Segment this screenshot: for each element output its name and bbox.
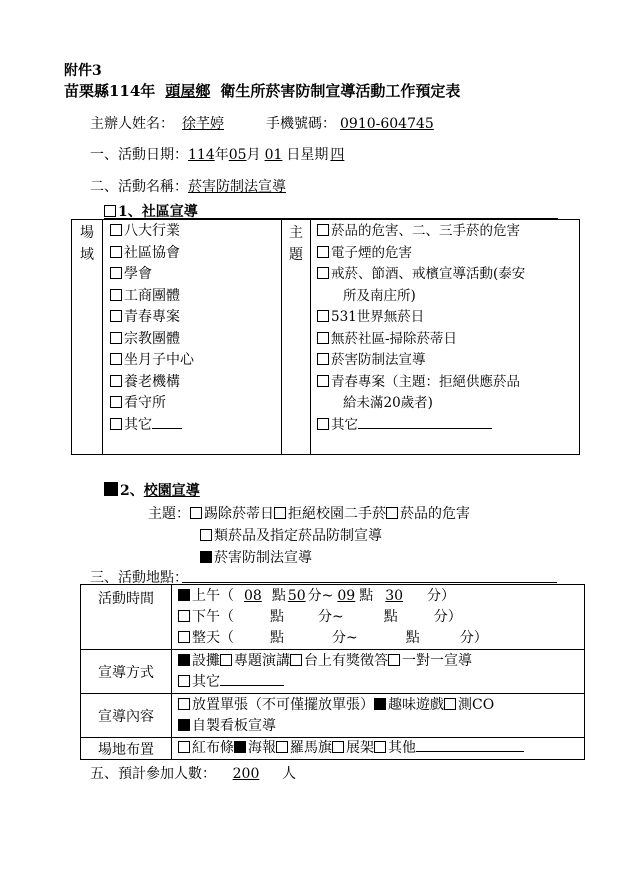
field-label-cell (72, 220, 103, 455)
layout-flag-checkbox[interactable] (276, 741, 288, 753)
topic-label-cell (282, 220, 311, 455)
attendees-label: 五、預計參加人數： (90, 766, 216, 782)
am-end-minute: 30 (385, 588, 404, 604)
field-label-1: 場 (80, 225, 94, 241)
theme-opt1-checkbox[interactable] (190, 507, 202, 519)
am-checkbox[interactable] (178, 589, 190, 601)
method-other-checkbox[interactable] (178, 675, 190, 687)
topic-item[interactable]: 戒菸、節酒、戒檳宣導活動(泰安 (317, 264, 579, 286)
details-table (80, 584, 585, 760)
topic-item[interactable]: 電子煙的危害 (317, 243, 579, 265)
content-co-checkbox[interactable] (444, 698, 456, 710)
location-underline[interactable] (182, 582, 557, 583)
title-township: 頭屋鄉 (165, 82, 211, 100)
section2-themes-line1 (148, 503, 470, 523)
section2-theme-label: 主題： (148, 506, 190, 522)
venue-list (103, 220, 282, 455)
venue-item[interactable]: 學會 (110, 264, 281, 286)
page-title (64, 80, 460, 101)
method-options: 設攤 專題演講 台上有獎徵答 一對一宣導 其它 (172, 650, 585, 694)
method-label-cell: 宣導方式 (81, 650, 172, 694)
section2-title-num: 2、 (120, 483, 144, 499)
title-prefix: 苗栗縣114年 (64, 82, 156, 100)
organizer-line (90, 113, 450, 133)
method-booth-checkbox[interactable] (178, 654, 190, 666)
content-game-checkbox[interactable] (374, 698, 386, 710)
topic-item[interactable]: 菸害防制法宣導 (317, 350, 579, 372)
topic-item-continued: 所及南庄所) (343, 287, 416, 304)
theme-opt5-checkbox[interactable] (200, 551, 212, 563)
topic-list (311, 220, 580, 455)
theme-opt3-checkbox[interactable] (386, 507, 398, 519)
theme-opt5: 菸害防制法宣導 (214, 550, 312, 566)
attendees-unit: 人 (282, 766, 296, 782)
pm-checkbox[interactable] (178, 610, 190, 622)
topic-item[interactable]: 無菸社區-掃除菸蒂日 (317, 329, 579, 351)
activity-name-value: 菸害防制法宣導 (188, 179, 286, 195)
section2-title-text: 校園宣導 (143, 483, 200, 499)
time-label-cell: 活動時間 (81, 585, 172, 650)
time-options (172, 585, 585, 650)
topic-item[interactable]: 531世界無菸日 (317, 307, 579, 329)
layout-options: 紅布條 海報 羅馬旗 展架 其他 (172, 738, 585, 760)
topic-item[interactable]: 青春專案（主題：拒絕供應菸品 (317, 372, 579, 394)
am-end-hour: 09 (337, 588, 356, 604)
attendees-line (90, 763, 296, 783)
topic-label-2: 題 (289, 247, 303, 263)
date-month: 05 (228, 147, 247, 163)
content-leaflet-checkbox[interactable] (178, 698, 190, 710)
section2-checkbox[interactable] (104, 482, 118, 496)
venue-item[interactable]: 其它 (110, 415, 281, 437)
date-day-unit: 日星期 (286, 147, 329, 163)
attachment-label: 附件3 (64, 63, 102, 79)
venue-item[interactable]: 社區協會 (110, 243, 281, 265)
section2-themes-line3 (200, 547, 312, 567)
title-suffix: 衛生所菸害防制宣導活動工作預定表 (220, 82, 461, 100)
topic-label-1: 主 (289, 225, 303, 241)
theme-opt2: 拒絕校園二手菸 (288, 506, 386, 522)
venue-item[interactable]: 八大行業 (110, 221, 281, 243)
date-month-unit: 月 (246, 147, 261, 163)
venue-item[interactable]: 看守所 (110, 393, 281, 415)
phone-number: 0910-604745 (340, 116, 434, 132)
method-lecture-checkbox[interactable] (220, 654, 232, 666)
theme-opt4: 類菸品及指定菸品防制宣導 (214, 528, 382, 544)
content-options: 放置單張（不可僅擺放單張） 趣味遊戲 測CO 自製看板宣導 (172, 694, 585, 738)
section2-title (104, 480, 200, 500)
section1-title-text: 1、社區宣導 (118, 204, 198, 220)
venue-item[interactable]: 工商團體 (110, 286, 281, 308)
section1-checkbox[interactable] (104, 205, 116, 217)
date-weekday: 四 (330, 147, 345, 163)
am-row: 上午（ 08 點 50 分~ 09 點 30 分） (178, 586, 584, 607)
pm-row: 下午（ 點 分~ 點 分） (178, 607, 584, 628)
venue-item[interactable]: 青春專案 (110, 307, 281, 329)
layout-poster-checkbox[interactable] (234, 741, 246, 753)
am-start-hour: 08 (244, 588, 262, 604)
theme-opt3: 菸品的危害 (400, 506, 470, 522)
theme-opt1: 踢除菸蒂日 (204, 506, 274, 522)
topic-item-continued: 給未滿20歲者) (343, 395, 433, 411)
date-label: 一、活動日期： (90, 147, 188, 163)
method-one-on-one-checkbox[interactable] (388, 654, 400, 666)
theme-opt2-checkbox[interactable] (274, 507, 286, 519)
content-board-checkbox[interactable] (178, 719, 190, 731)
date-day: 01 (264, 147, 283, 163)
theme-opt4-checkbox[interactable] (200, 529, 212, 541)
phone-label: 手機號碼： (266, 116, 336, 132)
am-start-minute: 50 (287, 588, 306, 604)
location-label: 三、活動地點： (90, 570, 188, 586)
venue-item[interactable]: 養老機構 (110, 372, 281, 394)
venue-item[interactable]: 宗教團體 (110, 329, 281, 351)
section1-table (71, 219, 580, 455)
venue-item[interactable]: 坐月子中心 (110, 350, 281, 372)
date-year-unit: 年 (214, 147, 229, 163)
activity-date-line (90, 144, 354, 164)
organizer-name-label: 主辦人姓名： (90, 116, 174, 132)
layout-label-cell: 場地布置 (81, 738, 172, 760)
topic-item[interactable]: 其它 (317, 415, 579, 437)
attendees-count: 200 (232, 766, 260, 782)
organizer-name: 徐芊婷 (182, 116, 224, 132)
section2-themes-line2 (200, 525, 382, 545)
activity-name-line (90, 176, 286, 196)
layout-stand-checkbox[interactable] (332, 741, 344, 753)
layout-other-checkbox[interactable] (374, 741, 386, 753)
allday-checkbox[interactable] (178, 631, 190, 643)
layout-banner-checkbox[interactable] (178, 741, 190, 753)
method-quiz-checkbox[interactable] (290, 654, 302, 666)
topic-item[interactable]: 菸品的危害、二、三手菸的危害 (317, 221, 579, 243)
allday-row: 整天（ 點 分~ 點 分） (178, 628, 584, 649)
activity-name-label: 二、活動名稱： (90, 179, 188, 195)
field-label-2: 域 (80, 247, 94, 263)
date-year: 114 (188, 147, 215, 163)
content-label-cell: 宣導內容 (81, 694, 172, 738)
